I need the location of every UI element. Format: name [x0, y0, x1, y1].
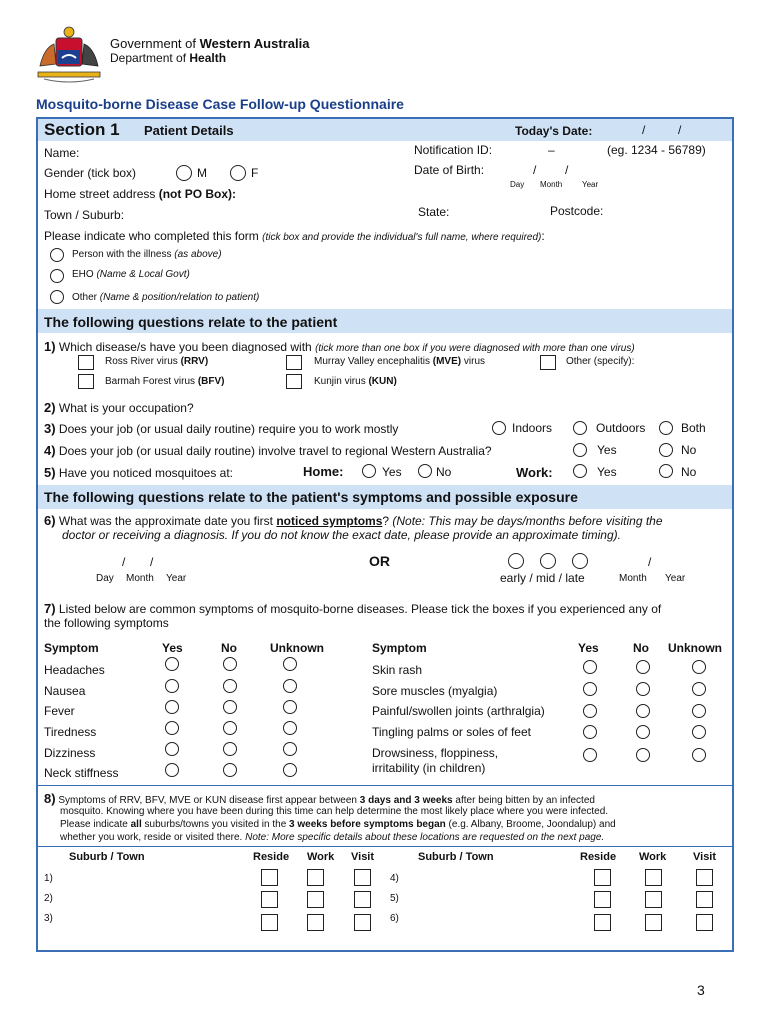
- q3-outdoors-label: Outdoors: [596, 421, 646, 435]
- painful-joints-no-radio[interactable]: [636, 704, 650, 718]
- nausea-no-radio[interactable]: [223, 679, 237, 693]
- location-1-visit-checkbox[interactable]: [354, 869, 371, 886]
- other-disease-checkbox[interactable]: [540, 355, 556, 370]
- section-1-label: Section 1: [44, 120, 120, 139]
- completed-by-other-label: Other (Name & position/relation to patient): [72, 292, 260, 303]
- q8-prompt: 8) Symptoms of RRV, BFV, MVE or KUN disease first appear between 3 days and 3 weeks after being bitten by an infected: [44, 791, 595, 806]
- dob-year-label: Year: [582, 180, 599, 189]
- notification-id-label: Notification ID:: [414, 143, 493, 157]
- sore-muscles-unknown-radio[interactable]: [692, 682, 706, 696]
- symptom-skin-rash: Skin rash: [372, 663, 423, 677]
- symptom-painful-joints: Painful/swollen joints (arthralgia): [372, 704, 545, 718]
- q3-indoors-radio[interactable]: [492, 421, 506, 435]
- q3-outdoors-radio[interactable]: [573, 421, 587, 435]
- location-3-visit-checkbox[interactable]: [354, 914, 371, 931]
- q5-work-yes-label: Yes: [597, 465, 617, 479]
- location-4-work-checkbox[interactable]: [645, 869, 662, 886]
- q5-home-label: Home:: [303, 464, 344, 479]
- symptom-col-header-right: Symptom: [372, 641, 427, 655]
- yes-col-header-left: Yes: [162, 641, 183, 655]
- rrv-label: Ross River virus (RRV): [105, 356, 209, 367]
- fever-unknown-radio[interactable]: [283, 700, 297, 714]
- neck-stiffness-no-radio[interactable]: [223, 763, 237, 777]
- symptom-tingling: Tingling palms or soles of feet: [372, 725, 531, 739]
- q5-work-label: Work:: [516, 465, 553, 480]
- dob-month-label: Month: [540, 180, 563, 189]
- page-number: 3: [697, 982, 705, 998]
- todays-date-sep-1: /: [642, 123, 646, 137]
- location-2-visit-checkbox[interactable]: [354, 891, 371, 908]
- nausea-unknown-radio[interactable]: [283, 679, 297, 693]
- q3-both-label: Both: [681, 421, 706, 435]
- location-4-reside-checkbox[interactable]: [594, 869, 611, 886]
- reside-col-header-left: Reside: [253, 851, 290, 863]
- q5-home-yes-radio[interactable]: [362, 464, 376, 478]
- symptom-drowsiness: Drowsiness, floppiness,: [372, 746, 499, 760]
- kun-label: Kunjin virus (KUN): [314, 376, 397, 387]
- q7-prompt: 7) Listed below are common symptoms of mosquito-borne diseases. Please tick the boxes if you experienced any of: [44, 601, 662, 616]
- headaches-yes-radio[interactable]: [165, 657, 179, 671]
- wa-government-crest-logo: [34, 24, 104, 84]
- q5-work-no-label: No: [681, 465, 697, 479]
- q4-no-radio[interactable]: [659, 443, 673, 457]
- dizziness-yes-radio[interactable]: [165, 742, 179, 756]
- q3-prompt: 3) Does your job (or usual daily routine) require you to work mostly: [44, 421, 399, 436]
- nausea-yes-radio[interactable]: [165, 679, 179, 693]
- q6-approx-month-label: Month: [619, 573, 647, 584]
- drowsiness-yes-radio[interactable]: [583, 748, 597, 762]
- rrv-checkbox[interactable]: [78, 355, 94, 370]
- location-3-work-checkbox[interactable]: [307, 914, 324, 931]
- q4-prompt: 4) Does your job (or usual daily routine) involve travel to regional Western Australia?: [44, 443, 492, 458]
- q8-text-line3: Please indicate all suburbs/towns you visited in the 3 weeks before symptoms began (e.g. Albany, Broome, Joondalup) and: [60, 819, 616, 830]
- completed-by-eho-radio[interactable]: [50, 269, 64, 283]
- gender-label: Gender (tick box): [44, 166, 137, 180]
- town-suburb-label: Town / Suburb:: [44, 208, 125, 222]
- yes-col-header-right: Yes: [578, 641, 599, 655]
- department-name: Department of Health: [110, 51, 227, 65]
- tiredness-no-radio[interactable]: [223, 721, 237, 735]
- skin-rash-unknown-radio[interactable]: [692, 660, 706, 674]
- location-1-reside-checkbox[interactable]: [261, 869, 278, 886]
- q6-mid-radio[interactable]: [540, 553, 556, 569]
- q5-home-no-label: No: [436, 465, 452, 479]
- painful-joints-yes-radio[interactable]: [583, 704, 597, 718]
- completed-by-patient-radio[interactable]: [50, 248, 64, 262]
- home-address-label: Home street address (not PO Box):: [44, 187, 237, 201]
- location-4-visit-checkbox[interactable]: [696, 869, 713, 886]
- gender-f-label: F: [251, 166, 259, 180]
- bfv-checkbox[interactable]: [78, 374, 94, 389]
- q6-date-sep-2: /: [150, 555, 154, 569]
- location-6-visit-checkbox[interactable]: [696, 914, 713, 931]
- location-row-2-label: 2): [44, 893, 53, 904]
- q5-home-no-radio[interactable]: [418, 464, 432, 478]
- q4-yes-radio[interactable]: [573, 443, 587, 457]
- document-title: Mosquito-borne Disease Case Follow-up Questionnaire: [36, 96, 404, 112]
- q6-or-label: OR: [369, 553, 390, 569]
- location-row-5-label: 5): [390, 893, 399, 904]
- location-1-work-checkbox[interactable]: [307, 869, 324, 886]
- mve-label: Murray Valley encephalitis (MVE) virus: [314, 356, 486, 367]
- unknown-col-header-left: Unknown: [270, 641, 324, 655]
- dizziness-unknown-radio[interactable]: [283, 742, 297, 756]
- completed-by-patient-label: Person with the illness (as above): [72, 249, 222, 260]
- mve-checkbox[interactable]: [286, 355, 302, 370]
- headaches-unknown-radio[interactable]: [283, 657, 297, 671]
- visit-col-header-left: Visit: [351, 851, 375, 863]
- dizziness-no-radio[interactable]: [223, 742, 237, 756]
- gender-m-radio[interactable]: [176, 165, 192, 181]
- location-5-reside-checkbox[interactable]: [594, 891, 611, 908]
- q6-month-label: Month: [126, 573, 154, 584]
- symptom-headaches: Headaches: [44, 663, 105, 677]
- tingling-yes-radio[interactable]: [583, 725, 597, 739]
- skin-rash-yes-radio[interactable]: [583, 660, 597, 674]
- todays-date-label: Today's Date:: [515, 124, 593, 138]
- symptom-nausea: Nausea: [44, 684, 86, 698]
- q6-note: doctor or receiving a diagnosis. If you do not know the exact date, please provide an approximate timing).: [62, 528, 621, 542]
- gender-f-radio[interactable]: [230, 165, 246, 181]
- notification-id-dash: –: [548, 143, 555, 157]
- q6-month-year-sep: /: [648, 555, 652, 569]
- tiredness-yes-radio[interactable]: [165, 721, 179, 735]
- name-label: Name:: [44, 146, 80, 160]
- q5-prompt: 5) Have you noticed mosquitoes at:: [44, 465, 233, 480]
- location-2-reside-checkbox[interactable]: [261, 891, 278, 908]
- symptom-tiredness: Tiredness: [44, 725, 97, 739]
- gender-m-label: M: [197, 166, 207, 180]
- q6-late-radio[interactable]: [572, 553, 588, 569]
- q4-yes-label: Yes: [597, 443, 617, 457]
- symptom-drowsiness-line2: irritability (in children): [372, 761, 486, 775]
- reside-col-header-right: Reside: [580, 851, 617, 863]
- q5-work-yes-radio[interactable]: [573, 464, 587, 478]
- work-col-header-left: Work: [307, 851, 335, 863]
- q8-text-line4: whether you work, reside or visited there. Note: More specific details about these locations are requested on the next page.: [60, 832, 605, 843]
- tiredness-unknown-radio[interactable]: [283, 721, 297, 735]
- postcode-label: Postcode:: [550, 204, 604, 218]
- location-6-reside-checkbox[interactable]: [594, 914, 611, 931]
- sore-muscles-no-radio[interactable]: [636, 682, 650, 696]
- neck-stiffness-yes-radio[interactable]: [165, 763, 179, 777]
- visit-col-header-right: Visit: [693, 851, 717, 863]
- sore-muscles-yes-radio[interactable]: [583, 682, 597, 696]
- notification-id-example: (eg. 1234 - 56789): [607, 143, 706, 157]
- government-name: Government of Western Australia: [110, 36, 310, 51]
- location-2-work-checkbox[interactable]: [307, 891, 324, 908]
- q8-separator: [38, 785, 732, 786]
- completed-by-prompt: Please indicate who completed this form (tick box and provide the individual's full name, where required):: [44, 229, 545, 243]
- q6-prompt: 6) What was the approximate date you first noticed symptoms? (Note: This may be days/months before visiting the: [44, 513, 663, 528]
- completed-by-eho-label: EHO (Name & Local Govt): [72, 269, 190, 280]
- headaches-no-radio[interactable]: [223, 657, 237, 671]
- q3-both-radio[interactable]: [659, 421, 673, 435]
- unknown-col-header-right: Unknown: [668, 641, 722, 655]
- todays-date-sep-2: /: [678, 123, 682, 137]
- tingling-no-radio[interactable]: [636, 725, 650, 739]
- location-3-reside-checkbox[interactable]: [261, 914, 278, 931]
- section-1-header: [38, 119, 732, 141]
- dob-sep-2: /: [565, 163, 569, 177]
- location-5-visit-checkbox[interactable]: [696, 891, 713, 908]
- painful-joints-unknown-radio[interactable]: [692, 704, 706, 718]
- q4-no-label: No: [681, 443, 697, 457]
- location-row-3-label: 3): [44, 913, 53, 924]
- symptom-sore-muscles: Sore muscles (myalgia): [372, 684, 498, 698]
- drowsiness-unknown-radio[interactable]: [692, 748, 706, 762]
- q6-day-label: Day: [96, 573, 114, 584]
- suburb-col-header-left: Suburb / Town: [69, 851, 145, 863]
- neck-stiffness-unknown-radio[interactable]: [283, 763, 297, 777]
- location-row-1-label: 1): [44, 873, 53, 884]
- q6-early-mid-late-label: early / mid / late: [500, 571, 585, 585]
- q6-year-label: Year: [166, 573, 187, 584]
- q6-approx-year-label: Year: [665, 573, 686, 584]
- symptom-col-header-left: Symptom: [44, 641, 99, 655]
- dob-label: Date of Birth:: [414, 163, 485, 177]
- suburb-col-header-right: Suburb / Town: [418, 851, 494, 863]
- q5-work-no-radio[interactable]: [659, 464, 673, 478]
- location-5-work-checkbox[interactable]: [645, 891, 662, 908]
- dob-day-label: Day: [510, 180, 525, 189]
- no-col-header-left: No: [221, 641, 237, 655]
- q7-prompt-line2: the following symptoms: [44, 616, 169, 630]
- q3-indoors-label: Indoors: [512, 421, 553, 435]
- bfv-label: Barmah Forest virus (BFV): [105, 376, 225, 387]
- symptom-fever: Fever: [44, 704, 75, 718]
- q6-date-sep-1: /: [122, 555, 126, 569]
- q6-early-radio[interactable]: [508, 553, 524, 569]
- symptom-dizziness: Dizziness: [44, 746, 96, 760]
- no-col-header-right: No: [633, 641, 649, 655]
- fever-no-radio[interactable]: [223, 700, 237, 714]
- location-6-work-checkbox[interactable]: [645, 914, 662, 931]
- q5-home-yes-label: Yes: [382, 465, 402, 479]
- location-row-4-label: 4): [390, 873, 399, 884]
- completed-by-other-radio[interactable]: [50, 290, 64, 304]
- symptoms-questions-heading: The following questions relate to the patient's symptoms and possible exposure: [44, 489, 578, 505]
- work-col-header-right: Work: [639, 851, 667, 863]
- other-disease-label: Other (specify):: [566, 356, 635, 367]
- symptom-neck-stiffness: Neck stiffness: [44, 766, 119, 780]
- skin-rash-no-radio[interactable]: [636, 660, 650, 674]
- kun-checkbox[interactable]: [286, 374, 302, 389]
- location-row-6-label: 6): [390, 913, 399, 924]
- location-table-separator: [38, 846, 732, 847]
- q8-text-line2: mosquito. Knowing where you have been during this time can help determine the most likely place where you were infected.: [60, 806, 609, 817]
- q2-prompt: 2) What is your occupation?: [44, 400, 194, 415]
- section-1-heading: Patient Details: [144, 123, 234, 138]
- tingling-unknown-radio[interactable]: [692, 725, 706, 739]
- fever-yes-radio[interactable]: [165, 700, 179, 714]
- drowsiness-no-radio[interactable]: [636, 748, 650, 762]
- patient-questions-heading: The following questions relate to the patient: [44, 314, 338, 330]
- q1-prompt: 1) Which disease/s have you been diagnosed with (tick more than one box if you were diagnosed with more than one virus): [44, 339, 635, 354]
- dob-sep-1: /: [533, 163, 537, 177]
- state-label: State:: [418, 205, 450, 219]
